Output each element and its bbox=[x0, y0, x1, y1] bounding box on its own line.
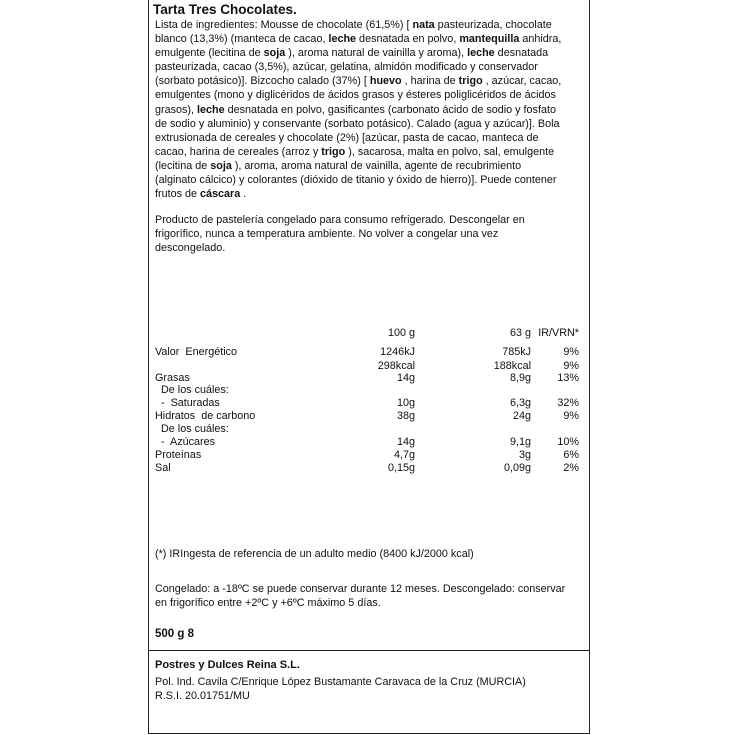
allergen-text: nata bbox=[412, 19, 435, 31]
company-address: Pol. Ind. Cavila C/Enrique López Bustamante Caravaca de la Cruz (MURCIA) bbox=[155, 676, 526, 688]
nutrient-label: Valor Energético bbox=[155, 346, 238, 358]
nutrition-header bbox=[155, 327, 585, 340]
allergen-text: trigo bbox=[458, 75, 483, 88]
value-per-portion: 9,1g bbox=[509, 436, 531, 448]
ingredient-text: Lista de ingredientes: Mousse de chocolate (61,5%) [ bbox=[155, 19, 413, 31]
divider bbox=[149, 650, 589, 651]
product-label bbox=[148, 0, 590, 734]
allergen-text: huevo bbox=[369, 75, 402, 88]
header-per-portion: 63 g bbox=[509, 327, 531, 339]
nutrient-label: De los cuáles: bbox=[155, 423, 229, 435]
nutrition-row bbox=[155, 410, 585, 423]
nutrition-row bbox=[155, 436, 585, 449]
value-per-100g: 0,15g bbox=[387, 462, 415, 474]
value-ir: 9% bbox=[563, 410, 579, 422]
value-ir: 9% bbox=[563, 360, 579, 372]
ingredient-text: . bbox=[240, 188, 247, 201]
value-per-portion: 3g bbox=[518, 449, 531, 461]
nutrient-label: Proteínas bbox=[155, 449, 202, 461]
value-per-100g: 14g bbox=[396, 372, 415, 384]
value-ir: 10% bbox=[557, 436, 579, 448]
value-ir: 2% bbox=[563, 462, 579, 474]
nutrition-row bbox=[155, 397, 585, 410]
allergen-text: leche bbox=[467, 47, 495, 60]
value-ir: 32% bbox=[557, 397, 579, 409]
value-per-portion: 785kJ bbox=[502, 346, 531, 358]
value-per-portion: 6,3g bbox=[509, 397, 531, 409]
value-per-100g: 10g bbox=[396, 397, 415, 409]
company-name: Postres y Dulces Reina S.L. bbox=[155, 659, 300, 671]
storage-note: Producto de pastelería congelado para consumo refrigerado. Descongelar en frigorífico, nunca a temperatura ambiente. No volver a congelar una vez descongelado. bbox=[155, 214, 525, 255]
value-ir: 13% bbox=[557, 372, 579, 384]
allergen-text: soja bbox=[210, 159, 232, 172]
value-per-portion: 24g bbox=[512, 410, 531, 422]
ingredient-text: ), aroma natural de vainilla y aroma), bbox=[285, 47, 468, 60]
ingredient-text: desnatada en polvo, gasificantes (carbonato ácido de sodio y fosfato de sodio y aluminio) y conservante (sorbato potásico). Calado (agua y azúcar)]. Bola extrusionada de cereales y chocolate (2%) [azúcar, pasta de cacao, manteca de cacao, harina de cereales (arroz y bbox=[155, 103, 560, 158]
ingredient-text: ), sacarosa, malta en polvo, sal, emulgente (lecitina de bbox=[155, 145, 555, 172]
ingredient-text: anhidra, emulgente (lecitina de bbox=[155, 33, 562, 60]
conservation-instructions: Congelado: a -18ºC se puede conservar durante 12 meses. Descongelado: conservar en frigorífico entre +2ºC y +6ºC máximo 5 días. bbox=[155, 583, 566, 610]
ingredient-text: , azúcar, cacao, emulgentes (mono y diglicéridos de ácidos grasos y ésteres poliglicéridos de ácidos grasos), bbox=[155, 75, 562, 116]
product-title: Tarta Tres Chocolates. bbox=[153, 2, 297, 17]
value-per-portion: 8,9g bbox=[509, 372, 531, 384]
net-weight: 500 g 8 bbox=[155, 628, 194, 640]
allergen-text: soja bbox=[263, 47, 286, 60]
value-per-portion: 188kcal bbox=[493, 360, 531, 372]
value-ir: 9% bbox=[563, 346, 579, 358]
header-per-100g: 100 g bbox=[387, 327, 415, 339]
value-per-100g: 4,7g bbox=[393, 449, 415, 461]
ingredient-text: , harina de bbox=[401, 75, 459, 88]
allergen-text: leche bbox=[328, 33, 357, 46]
allergen-text: trigo bbox=[321, 145, 346, 158]
ingredient-text: ), aroma, aroma natural de vainilla, agente de recubrimiento (alginato cálcico) y colorantes (dióxido de titanio y óxido de hierro)]. Puede contener frutos de bbox=[155, 159, 557, 201]
company-address-block bbox=[155, 675, 575, 703]
allergen-text: mantequilla bbox=[459, 33, 520, 46]
ingredient-text: pasteurizada, chocolate blanco (13,3%) (manteca de cacao, bbox=[155, 19, 552, 46]
nutrition-row bbox=[155, 449, 585, 462]
nutrient-label: - Saturadas bbox=[155, 397, 220, 409]
nutrition-row bbox=[155, 462, 585, 475]
nutrition-row bbox=[155, 346, 585, 359]
ingredients-list bbox=[155, 18, 563, 201]
nutrient-label: De los cuáles: bbox=[155, 384, 229, 396]
nutrition-row bbox=[155, 423, 585, 436]
value-per-100g: 38g bbox=[396, 410, 415, 422]
header-ir: IR/VRN* bbox=[538, 327, 579, 339]
allergen-text: cáscara bbox=[200, 188, 241, 201]
nutrient-label: Sal bbox=[155, 462, 171, 474]
company-rsi: R.S.I. 20.01751/MU bbox=[155, 690, 250, 703]
value-per-100g: 14g bbox=[396, 436, 415, 448]
nutrient-label: Grasas bbox=[155, 372, 190, 384]
value-ir: 6% bbox=[563, 449, 579, 461]
reference-footnote: (*) IRIngesta de referencia de un adulto medio (8400 kJ/2000 kcal) bbox=[155, 548, 474, 560]
allergen-text: leche bbox=[197, 103, 225, 116]
value-per-100g: 1246kJ bbox=[380, 346, 415, 358]
value-per-portion: 0,09g bbox=[503, 462, 531, 474]
ingredient-text: desnatada en polvo, bbox=[356, 33, 460, 46]
value-per-100g: 298kcal bbox=[377, 360, 415, 372]
nutrition-row bbox=[155, 384, 585, 397]
ingredient-text: desnatada pasteurizada, cacao (3,5%), azúcar, gelatina, almidón modificado y conservador (sorbato potásico)]. Bizcocho calado (37%) [ bbox=[155, 47, 549, 88]
nutrient-label: Hidratos de carbono bbox=[155, 410, 256, 422]
nutrient-label: - Azúcares bbox=[155, 436, 216, 448]
